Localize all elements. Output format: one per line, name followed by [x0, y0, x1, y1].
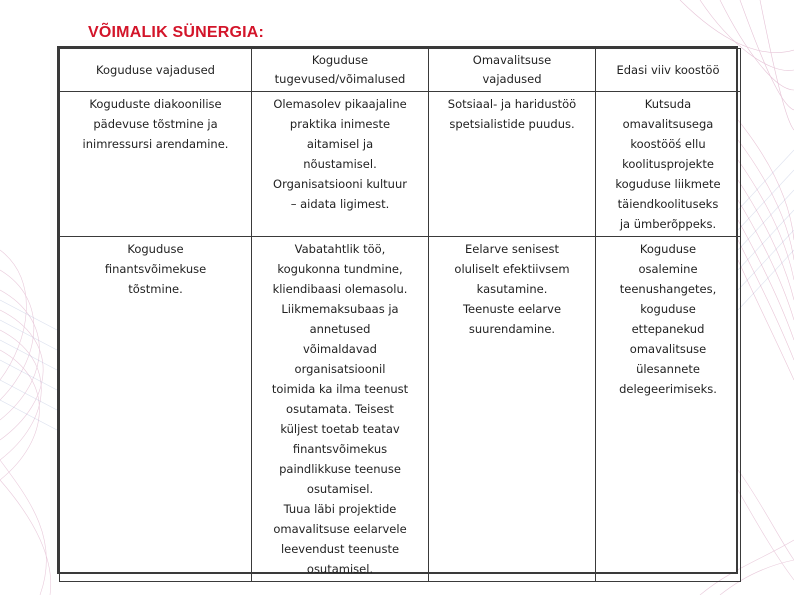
table-cell: Olemasolev pikaajaline praktika inimeste aitamisel ja nõustamisel. Organisatsiooni kultuur – aidata ligimest.	[252, 92, 429, 237]
table-cell: Sotsiaal- ja haridustöö spetsialistide puudus.	[429, 92, 596, 237]
table-cell: Vabatahtlik töö, kogukonna tundmine, kliendibaasi olemasolu. Liikmemaksubaas ja annetused võimaldavad organisatsioonil toimida ka ilma teenust osutamata. Teisest küljest toetab teatav finantsvõimekus paindlikkuse teenuse osutamisel. Tuua läbi projektide omavalitsuse eelarvele leevendust teenuste osutamisel.	[252, 237, 429, 582]
table-cell: Koguduse osalemine teenushangetes, koguduse ettepanekud omavalitsuse ülesannete delegeerimiseks.	[596, 237, 741, 582]
slide-title: VÕIMALIK SÜNERGIA:	[88, 24, 265, 41]
table-row	[60, 92, 741, 237]
header-koguduse-tugevused: Koguduse tugevused/võimalused	[252, 49, 429, 92]
synergy-table	[57, 46, 738, 574]
synergy-table-grid	[59, 48, 741, 582]
header-omavalitsuse-vajadused: Omavalitsuse vajadused	[429, 49, 596, 92]
table-header-row	[60, 49, 741, 92]
table-cell: Kutsuda omavalitsusega koostööś ellu koolitusprojekte koguduse liikmete täiendkoolituseks ja ümberõppeks.	[596, 92, 741, 237]
table-cell: Eelarve senisest oluliselt efektiivsem kasutamine. Teenuste eelarve suurendamine.	[429, 237, 596, 582]
header-koguduse-vajadused: Koguduse vajadused	[60, 49, 252, 92]
table-cell: Koguduste diakoonilise pädevuse tõstmine ja inimressursi arendamine.	[60, 92, 252, 237]
header-edasi-viiv-koostoo: Edasi viiv koostöö	[596, 49, 741, 92]
table-row	[60, 237, 741, 582]
table-cell: Koguduse finantsvõimekuse tõstmine.	[60, 237, 252, 582]
